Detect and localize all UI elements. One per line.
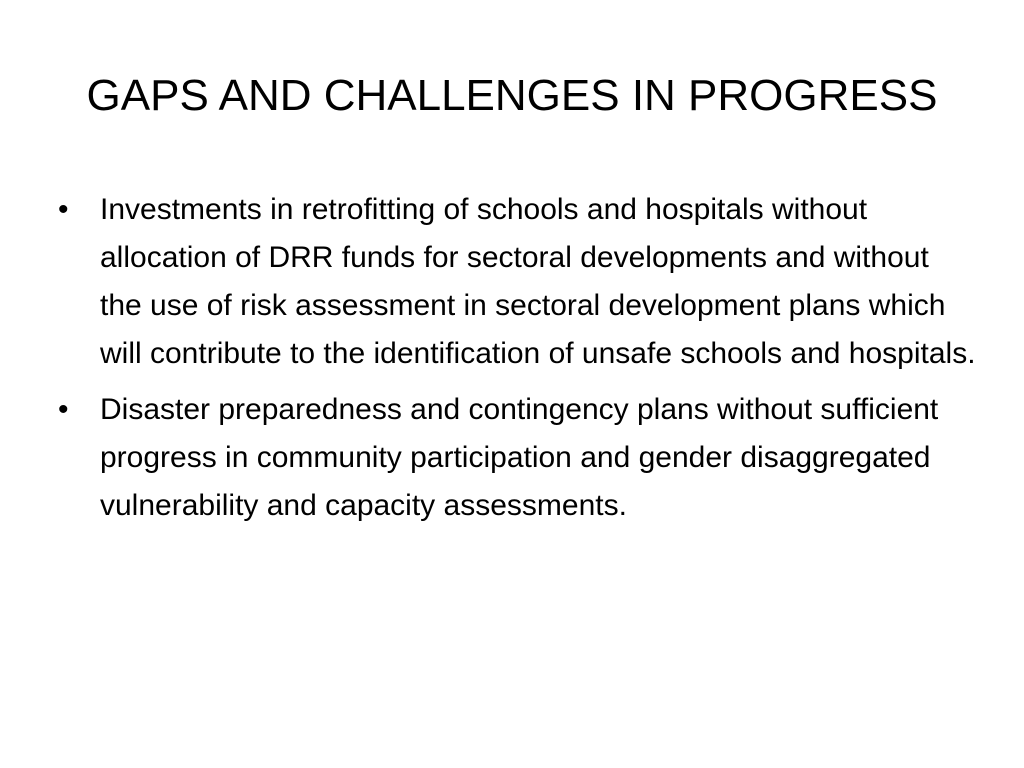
bullet-text: Investments in retrofitting of schools and hospitals without allocation of DRR funds for sectoral developments and without the use of risk assessment in sectoral development plans which will contribute to the identification of unsafe schools and hospitals. bbox=[100, 193, 976, 370]
slide-title: GAPS AND CHALLENGES IN PROGRESS bbox=[86, 71, 938, 120]
bullet-text: Disaster preparedness and contingency plans without sufficient progress in community participation and gender disaggregated vulnerability and capacity assessments. bbox=[100, 393, 939, 522]
bullet-dot-icon: • bbox=[58, 193, 69, 226]
bullet-dot-icon: • bbox=[58, 393, 69, 426]
bullet-item bbox=[56, 186, 976, 378]
bullet-list bbox=[56, 186, 976, 538]
bullet-item bbox=[56, 386, 976, 530]
